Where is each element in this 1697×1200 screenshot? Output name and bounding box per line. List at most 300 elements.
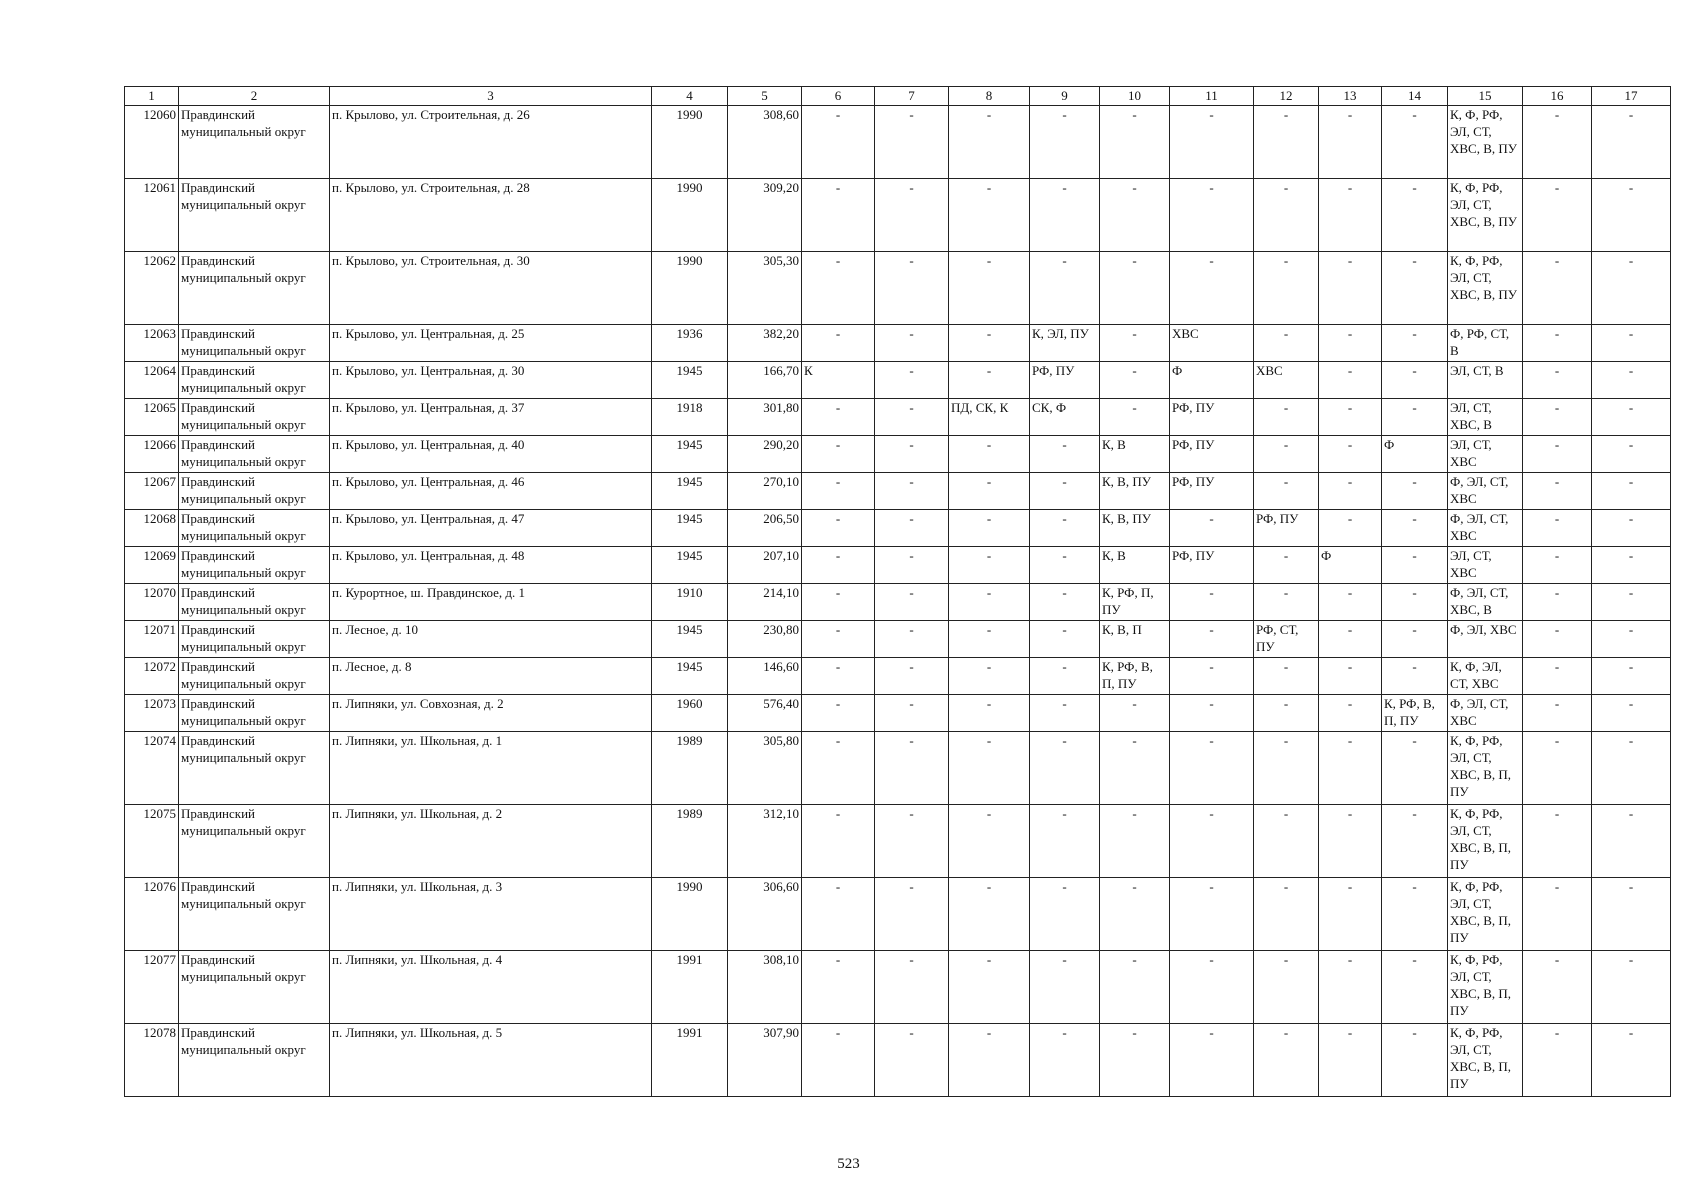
col8-cell: - (949, 325, 1030, 362)
table-row (125, 547, 1671, 584)
col6-cell: - (802, 658, 875, 695)
col13-cell: - (1319, 179, 1382, 252)
col9-cell: - (1030, 252, 1100, 325)
col17-cell: - (1592, 951, 1671, 1024)
table-row (125, 951, 1671, 1024)
col8-cell: - (949, 951, 1030, 1024)
col7-cell: - (875, 436, 949, 473)
col9-cell: - (1030, 732, 1100, 805)
col17-cell: - (1592, 179, 1671, 252)
col8-cell: - (949, 547, 1030, 584)
col9-cell: - (1030, 510, 1100, 547)
col11-cell: РФ, ПУ (1170, 399, 1254, 436)
row-id: 12067 (125, 473, 179, 510)
col7-cell: - (875, 584, 949, 621)
row-id: 12073 (125, 695, 179, 732)
col17-cell: - (1592, 695, 1671, 732)
year-cell: 1945 (652, 436, 728, 473)
col15-cell: К, Ф, РФ, ЭЛ, СТ, ХВС, В, П, ПУ (1448, 878, 1523, 951)
area-cell: 230,80 (728, 621, 802, 658)
col12-cell: - (1254, 805, 1319, 878)
address-cell: п. Крылово, ул. Центральная, д. 47 (330, 510, 652, 547)
col11-cell: - (1170, 106, 1254, 179)
col10-cell: - (1100, 325, 1170, 362)
address-cell: п. Лесное, д. 8 (330, 658, 652, 695)
district-cell: Правдинский муниципальный округ (179, 584, 330, 621)
col16-cell: - (1523, 951, 1592, 1024)
table-row (125, 399, 1671, 436)
col7-cell: - (875, 695, 949, 732)
col13-cell: - (1319, 106, 1382, 179)
col13-cell: - (1319, 325, 1382, 362)
year-cell: 1945 (652, 473, 728, 510)
col16-cell: - (1523, 252, 1592, 325)
col12-cell: - (1254, 1024, 1319, 1097)
col16-cell: - (1523, 362, 1592, 399)
col6-cell: - (802, 399, 875, 436)
col13-cell: - (1319, 805, 1382, 878)
col13-cell: - (1319, 473, 1382, 510)
year-cell: 1945 (652, 547, 728, 584)
area-cell: 307,90 (728, 1024, 802, 1097)
row-id: 12066 (125, 436, 179, 473)
col12-cell: - (1254, 658, 1319, 695)
col11-cell: ХВС (1170, 325, 1254, 362)
col14-cell: - (1382, 399, 1448, 436)
col9-cell: - (1030, 1024, 1100, 1097)
col10-cell: - (1100, 362, 1170, 399)
address-cell: п. Крылово, ул. Строительная, д. 26 (330, 106, 652, 179)
col12-cell: - (1254, 252, 1319, 325)
col16-cell: - (1523, 179, 1592, 252)
address-cell: п. Крылово, ул. Центральная, д. 37 (330, 399, 652, 436)
area-cell: 312,10 (728, 805, 802, 878)
area-cell: 306,60 (728, 878, 802, 951)
col10-cell: - (1100, 878, 1170, 951)
col15-cell: ЭЛ, СТ, В (1448, 362, 1523, 399)
col11-cell: - (1170, 621, 1254, 658)
col14-cell: - (1382, 362, 1448, 399)
col10-cell: - (1100, 805, 1170, 878)
column-header-14: 14 (1382, 87, 1448, 106)
col8-cell: - (949, 473, 1030, 510)
col14-cell: - (1382, 473, 1448, 510)
col15-cell: Ф, РФ, СТ, В (1448, 325, 1523, 362)
col7-cell: - (875, 399, 949, 436)
area-cell: 305,30 (728, 252, 802, 325)
year-cell: 1945 (652, 621, 728, 658)
col14-cell: - (1382, 658, 1448, 695)
district-cell: Правдинский муниципальный округ (179, 510, 330, 547)
table-row (125, 362, 1671, 399)
col17-cell: - (1592, 547, 1671, 584)
col9-cell: - (1030, 547, 1100, 584)
col7-cell: - (875, 106, 949, 179)
col7-cell: - (875, 252, 949, 325)
year-cell: 1945 (652, 510, 728, 547)
row-id: 12070 (125, 584, 179, 621)
col9-cell: - (1030, 436, 1100, 473)
col10-cell: - (1100, 951, 1170, 1024)
col16-cell: - (1523, 399, 1592, 436)
col8-cell: - (949, 732, 1030, 805)
col6-cell: - (802, 547, 875, 584)
column-header-10: 10 (1100, 87, 1170, 106)
col7-cell: - (875, 547, 949, 584)
col12-cell: - (1254, 878, 1319, 951)
col11-cell: - (1170, 658, 1254, 695)
row-id: 12075 (125, 805, 179, 878)
column-header-4: 4 (652, 87, 728, 106)
col14-cell: К, РФ, В, П, ПУ (1382, 695, 1448, 732)
district-cell: Правдинский муниципальный округ (179, 805, 330, 878)
column-header-2: 2 (179, 87, 330, 106)
year-cell: 1918 (652, 399, 728, 436)
col6-cell: - (802, 951, 875, 1024)
col15-cell: К, Ф, РФ, ЭЛ, СТ, ХВС, В, П, ПУ (1448, 732, 1523, 805)
area-cell: 290,20 (728, 436, 802, 473)
column-header-6: 6 (802, 87, 875, 106)
col8-cell: - (949, 362, 1030, 399)
col9-cell: - (1030, 878, 1100, 951)
address-cell: п. Липняки, ул. Школьная, д. 2 (330, 805, 652, 878)
col11-cell: - (1170, 732, 1254, 805)
row-id: 12074 (125, 732, 179, 805)
district-cell: Правдинский муниципальный округ (179, 658, 330, 695)
col17-cell: - (1592, 658, 1671, 695)
row-id: 12078 (125, 1024, 179, 1097)
year-cell: 1945 (652, 658, 728, 695)
col15-cell: К, Ф, РФ, ЭЛ, СТ, ХВС, В, П, ПУ (1448, 951, 1523, 1024)
col15-cell: Ф, ЭЛ, СТ, ХВС, В (1448, 584, 1523, 621)
col10-cell: - (1100, 179, 1170, 252)
col8-cell: - (949, 805, 1030, 878)
col13-cell: - (1319, 878, 1382, 951)
column-header-8: 8 (949, 87, 1030, 106)
area-cell: 309,20 (728, 179, 802, 252)
col13-cell: - (1319, 951, 1382, 1024)
col13-cell: - (1319, 584, 1382, 621)
col16-cell: - (1523, 510, 1592, 547)
col9-cell: - (1030, 179, 1100, 252)
col12-cell: - (1254, 179, 1319, 252)
row-id: 12060 (125, 106, 179, 179)
col17-cell: - (1592, 473, 1671, 510)
col14-cell: - (1382, 1024, 1448, 1097)
area-cell: 308,60 (728, 106, 802, 179)
col11-cell: Ф (1170, 362, 1254, 399)
address-cell: п. Липняки, ул. Школьная, д. 3 (330, 878, 652, 951)
column-header-15: 15 (1448, 87, 1523, 106)
col16-cell: - (1523, 584, 1592, 621)
col9-cell: - (1030, 805, 1100, 878)
table-row (125, 252, 1671, 325)
district-cell: Правдинский муниципальный округ (179, 547, 330, 584)
col7-cell: - (875, 362, 949, 399)
col14-cell: - (1382, 510, 1448, 547)
year-cell: 1991 (652, 1024, 728, 1097)
col16-cell: - (1523, 436, 1592, 473)
address-cell: п. Лесное, д. 10 (330, 621, 652, 658)
col6-cell: - (802, 510, 875, 547)
col6-cell: - (802, 805, 875, 878)
col9-cell: - (1030, 621, 1100, 658)
table-row (125, 584, 1671, 621)
address-cell: п. Липняки, ул. Школьная, д. 5 (330, 1024, 652, 1097)
col15-cell: К, Ф, РФ, ЭЛ, СТ, ХВС, В, ПУ (1448, 179, 1523, 252)
table-body (125, 106, 1671, 1097)
col12-cell: - (1254, 106, 1319, 179)
col8-cell: - (949, 878, 1030, 951)
col12-cell: РФ, ПУ (1254, 510, 1319, 547)
col14-cell: - (1382, 252, 1448, 325)
col8-cell: - (949, 106, 1030, 179)
col10-cell: К, В, П (1100, 621, 1170, 658)
col17-cell: - (1592, 878, 1671, 951)
col14-cell: Ф (1382, 436, 1448, 473)
col16-cell: - (1523, 695, 1592, 732)
col15-cell: Ф, ЭЛ, СТ, ХВС (1448, 473, 1523, 510)
col15-cell: Ф, ЭЛ, СТ, ХВС (1448, 695, 1523, 732)
col10-cell: - (1100, 106, 1170, 179)
district-cell: Правдинский муниципальный округ (179, 179, 330, 252)
col14-cell: - (1382, 106, 1448, 179)
col6-cell: - (802, 179, 875, 252)
col7-cell: - (875, 510, 949, 547)
table-row (125, 732, 1671, 805)
col8-cell: - (949, 436, 1030, 473)
col9-cell: К, ЭЛ, ПУ (1030, 325, 1100, 362)
col16-cell: - (1523, 473, 1592, 510)
year-cell: 1990 (652, 252, 728, 325)
col13-cell: - (1319, 658, 1382, 695)
col13-cell: - (1319, 510, 1382, 547)
district-cell: Правдинский муниципальный округ (179, 695, 330, 732)
year-cell: 1990 (652, 179, 728, 252)
col17-cell: - (1592, 106, 1671, 179)
col9-cell: - (1030, 951, 1100, 1024)
col14-cell: - (1382, 325, 1448, 362)
row-id: 12065 (125, 399, 179, 436)
district-cell: Правдинский муниципальный округ (179, 1024, 330, 1097)
col14-cell: - (1382, 584, 1448, 621)
col8-cell: - (949, 584, 1030, 621)
col11-cell: - (1170, 252, 1254, 325)
col15-cell: ЭЛ, СТ, ХВС, В (1448, 399, 1523, 436)
col11-cell: - (1170, 179, 1254, 252)
column-header-9: 9 (1030, 87, 1100, 106)
year-cell: 1960 (652, 695, 728, 732)
district-cell: Правдинский муниципальный округ (179, 878, 330, 951)
col6-cell: - (802, 1024, 875, 1097)
area-cell: 214,10 (728, 584, 802, 621)
district-cell: Правдинский муниципальный округ (179, 732, 330, 805)
table-row (125, 473, 1671, 510)
col9-cell: - (1030, 473, 1100, 510)
col15-cell: К, Ф, РФ, ЭЛ, СТ, ХВС, В, П, ПУ (1448, 805, 1523, 878)
col17-cell: - (1592, 325, 1671, 362)
col17-cell: - (1592, 252, 1671, 325)
col17-cell: - (1592, 362, 1671, 399)
area-cell: 382,20 (728, 325, 802, 362)
col16-cell: - (1523, 732, 1592, 805)
row-id: 12069 (125, 547, 179, 584)
housing-registry-table (124, 86, 1671, 1097)
row-id: 12071 (125, 621, 179, 658)
address-cell: п. Липняки, ул. Совхозная, д. 2 (330, 695, 652, 732)
col7-cell: - (875, 658, 949, 695)
col13-cell: - (1319, 732, 1382, 805)
col7-cell: - (875, 325, 949, 362)
col7-cell: - (875, 1024, 949, 1097)
col7-cell: - (875, 179, 949, 252)
col13-cell: - (1319, 1024, 1382, 1097)
col17-cell: - (1592, 399, 1671, 436)
col6-cell: - (802, 732, 875, 805)
col13-cell: - (1319, 252, 1382, 325)
col11-cell: РФ, ПУ (1170, 473, 1254, 510)
row-id: 12061 (125, 179, 179, 252)
col10-cell: К, РФ, В, П, ПУ (1100, 658, 1170, 695)
area-cell: 270,10 (728, 473, 802, 510)
col11-cell: - (1170, 805, 1254, 878)
col6-cell: - (802, 695, 875, 732)
address-cell: п. Крылово, ул. Строительная, д. 30 (330, 252, 652, 325)
area-cell: 305,80 (728, 732, 802, 805)
col17-cell: - (1592, 510, 1671, 547)
col13-cell: - (1319, 399, 1382, 436)
col8-cell: - (949, 695, 1030, 732)
page-number: 523 (837, 1156, 860, 1172)
col13-cell: - (1319, 436, 1382, 473)
col11-cell: - (1170, 510, 1254, 547)
col16-cell: - (1523, 878, 1592, 951)
col6-cell: - (802, 473, 875, 510)
col17-cell: - (1592, 1024, 1671, 1097)
col13-cell: - (1319, 621, 1382, 658)
column-header-11: 11 (1170, 87, 1254, 106)
year-cell: 1989 (652, 805, 728, 878)
col15-cell: К, Ф, РФ, ЭЛ, СТ, ХВС, В, П, ПУ (1448, 1024, 1523, 1097)
column-header-16: 16 (1523, 87, 1592, 106)
row-id: 12068 (125, 510, 179, 547)
col14-cell: - (1382, 805, 1448, 878)
table-row (125, 621, 1671, 658)
area-cell: 166,70 (728, 362, 802, 399)
col12-cell: - (1254, 399, 1319, 436)
col16-cell: - (1523, 106, 1592, 179)
district-cell: Правдинский муниципальный округ (179, 436, 330, 473)
row-id: 12062 (125, 252, 179, 325)
col13-cell: Ф (1319, 547, 1382, 584)
table-row (125, 695, 1671, 732)
col8-cell: - (949, 252, 1030, 325)
year-cell: 1910 (652, 584, 728, 621)
col16-cell: - (1523, 805, 1592, 878)
column-header-7: 7 (875, 87, 949, 106)
table-row (125, 436, 1671, 473)
col11-cell: - (1170, 695, 1254, 732)
col7-cell: - (875, 473, 949, 510)
col9-cell: РФ, ПУ (1030, 362, 1100, 399)
col17-cell: - (1592, 436, 1671, 473)
address-cell: п. Крылово, ул. Центральная, д. 25 (330, 325, 652, 362)
col14-cell: - (1382, 878, 1448, 951)
col14-cell: - (1382, 732, 1448, 805)
col14-cell: - (1382, 621, 1448, 658)
col12-cell: - (1254, 732, 1319, 805)
col7-cell: - (875, 732, 949, 805)
col8-cell: - (949, 658, 1030, 695)
col7-cell: - (875, 951, 949, 1024)
col12-cell: - (1254, 951, 1319, 1024)
district-cell: Правдинский муниципальный округ (179, 362, 330, 399)
col15-cell: К, Ф, РФ, ЭЛ, СТ, ХВС, В, ПУ (1448, 252, 1523, 325)
address-cell: п. Липняки, ул. Школьная, д. 1 (330, 732, 652, 805)
col10-cell: К, В, ПУ (1100, 473, 1170, 510)
col13-cell: - (1319, 362, 1382, 399)
col8-cell: ПД, СК, К (949, 399, 1030, 436)
col12-cell: - (1254, 436, 1319, 473)
district-cell: Правдинский муниципальный округ (179, 399, 330, 436)
col8-cell: - (949, 510, 1030, 547)
col6-cell: - (802, 584, 875, 621)
col10-cell: К, В, ПУ (1100, 510, 1170, 547)
column-number-header (125, 87, 1671, 106)
col16-cell: - (1523, 547, 1592, 584)
col17-cell: - (1592, 805, 1671, 878)
column-header-3: 3 (330, 87, 652, 106)
area-cell: 146,60 (728, 658, 802, 695)
col17-cell: - (1592, 732, 1671, 805)
area-cell: 308,10 (728, 951, 802, 1024)
col8-cell: - (949, 1024, 1030, 1097)
col16-cell: - (1523, 658, 1592, 695)
address-cell: п. Крылово, ул. Центральная, д. 48 (330, 547, 652, 584)
col6-cell: - (802, 436, 875, 473)
col10-cell: К, В (1100, 547, 1170, 584)
col14-cell: - (1382, 547, 1448, 584)
col6-cell: К (802, 362, 875, 399)
year-cell: 1989 (652, 732, 728, 805)
col15-cell: Ф, ЭЛ, СТ, ХВС (1448, 510, 1523, 547)
col15-cell: ЭЛ, СТ, ХВС (1448, 436, 1523, 473)
col7-cell: - (875, 878, 949, 951)
col7-cell: - (875, 805, 949, 878)
address-cell: п. Липняки, ул. Школьная, д. 4 (330, 951, 652, 1024)
table-row (125, 179, 1671, 252)
district-cell: Правдинский муниципальный округ (179, 621, 330, 658)
col8-cell: - (949, 179, 1030, 252)
district-cell: Правдинский муниципальный округ (179, 252, 330, 325)
table-row (125, 805, 1671, 878)
year-cell: 1990 (652, 878, 728, 951)
col6-cell: - (802, 252, 875, 325)
col8-cell: - (949, 621, 1030, 658)
col6-cell: - (802, 621, 875, 658)
col11-cell: - (1170, 584, 1254, 621)
col7-cell: - (875, 621, 949, 658)
table-row (125, 658, 1671, 695)
year-cell: 1936 (652, 325, 728, 362)
row-id: 12076 (125, 878, 179, 951)
col11-cell: - (1170, 951, 1254, 1024)
col15-cell: Ф, ЭЛ, ХВС (1448, 621, 1523, 658)
col16-cell: - (1523, 621, 1592, 658)
col9-cell: - (1030, 658, 1100, 695)
table-row (125, 1024, 1671, 1097)
district-cell: Правдинский муниципальный округ (179, 325, 330, 362)
